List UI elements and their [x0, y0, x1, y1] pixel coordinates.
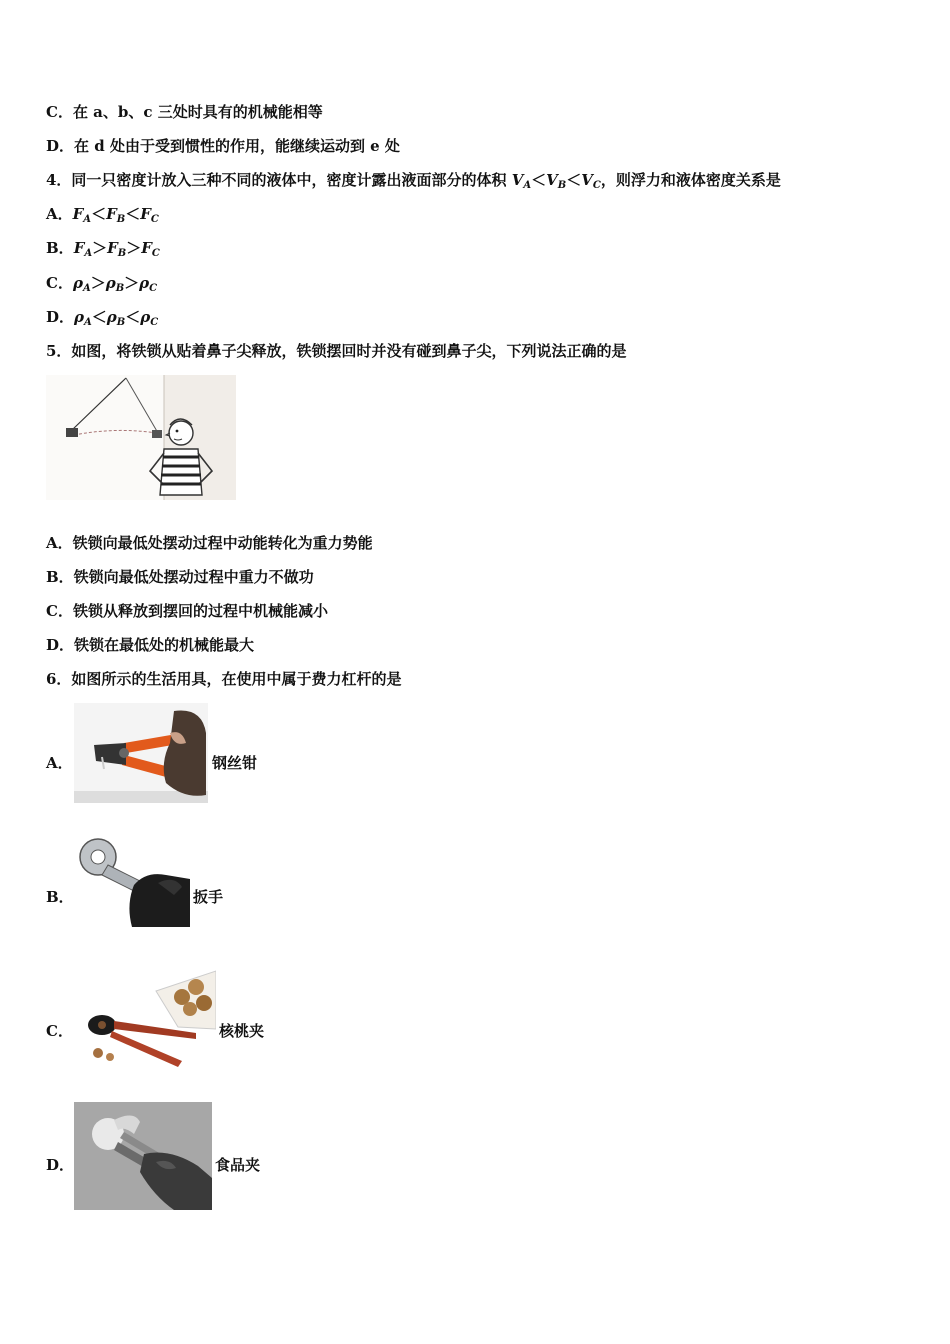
option-label: C． [46, 274, 73, 292]
var-f: F [73, 239, 85, 257]
var-f: F [107, 239, 118, 257]
var-rho: ρ [105, 274, 116, 292]
var-v: V [511, 171, 524, 189]
nutcracker-image [78, 969, 216, 1069]
q6-option-a-label: A． [46, 754, 73, 772]
q6-option-a-caption: 钢丝钳 [212, 754, 258, 772]
var-rho: ρ [140, 308, 151, 326]
sub-b: B [557, 180, 567, 191]
sub-c: C [592, 180, 601, 191]
var-f: F [140, 205, 151, 223]
sub-b: B [117, 248, 127, 259]
sub-c: C [150, 214, 159, 225]
gt-sign: ＞ [126, 239, 142, 257]
var-v: V [546, 171, 558, 189]
lt-sign: ＜ [125, 205, 141, 223]
q3-option-d: D．在 d 处由于受到惯性的作用，能继续运动到 e 处 [46, 137, 400, 155]
option-label: D． [46, 308, 75, 326]
var-v: V [581, 171, 593, 189]
lt-sign: ＜ [125, 308, 141, 326]
sub-a: A [523, 180, 532, 191]
q6-option-d-label: D． [46, 1156, 75, 1174]
option-label: B． [46, 239, 74, 257]
var-rho: ρ [106, 308, 117, 326]
q5-option-a: A．铁锁向最低处摆动过程中动能转化为重力势能 [46, 534, 373, 552]
q6-option-b-label: B． [46, 888, 74, 906]
var-rho: ρ [74, 308, 84, 326]
option-label: A． [46, 205, 73, 223]
sub-a: A [84, 248, 93, 259]
q4-stem-tail: ，则浮力和液体密度关系是 [600, 171, 781, 189]
q6-stem: 6．如图所示的生活用具，在使用中属于费力杠杆的是 [46, 670, 402, 688]
gt-sign: ＞ [124, 274, 140, 292]
q6-option-c-label: C． [46, 1022, 73, 1040]
lt-sign: ＜ [91, 205, 107, 223]
q4-option-b [46, 238, 160, 264]
q5-option-b: B．铁锁向最低处摆动过程中重力不做功 [46, 568, 314, 586]
lt-sign: ＜ [566, 171, 582, 189]
q4-option-a [46, 204, 159, 230]
q4-stem-text: 4．同一只密度计放入三种不同的液体中，密度计露出液面部分的体积 [46, 171, 507, 189]
var-rho: ρ [139, 274, 150, 292]
sub-b: B [116, 214, 126, 225]
wire-pliers-image [74, 703, 208, 803]
gt-sign: ＞ [90, 274, 106, 292]
pendulum-lock-figure [46, 375, 236, 500]
gt-sign: ＞ [92, 239, 108, 257]
sub-b: B [115, 283, 125, 294]
q5-option-d: D．铁锁在最低处的机械能最大 [46, 636, 255, 654]
wrench-image [74, 835, 190, 927]
q6-option-c-caption: 核桃夹 [219, 1022, 265, 1040]
sub-c: C [150, 317, 159, 328]
sub-a: A [84, 317, 92, 328]
sub-b: B [116, 317, 126, 328]
q3-option-c: C．在 a、b、c 三处时具有的机械能相等 [46, 103, 323, 121]
lt-sign: ＜ [91, 308, 107, 326]
sub-a: A [82, 283, 91, 294]
sub-c: C [151, 248, 160, 259]
sub-a: A [83, 214, 92, 225]
lt-sign: ＜ [531, 171, 547, 189]
var-f: F [106, 205, 117, 223]
q5-stem: 5．如图，将铁锁从贴着鼻子尖释放，铁锁摆回时并没有碰到鼻子尖，下列说法正确的是 [46, 342, 627, 360]
food-tongs-image [74, 1102, 212, 1210]
sub-c: C [149, 283, 158, 294]
q6-option-d-caption: 食品夹 [215, 1156, 261, 1174]
q6-option-b-caption: 扳手 [193, 888, 224, 906]
q4-option-c [46, 273, 157, 299]
var-f: F [72, 205, 84, 223]
var-f: F [141, 239, 152, 257]
q4-stem [46, 170, 781, 196]
q4-option-d [46, 307, 158, 333]
q5-option-c: C．铁锁从释放到摆回的过程中机械能减小 [46, 602, 328, 620]
var-rho: ρ [72, 274, 83, 292]
